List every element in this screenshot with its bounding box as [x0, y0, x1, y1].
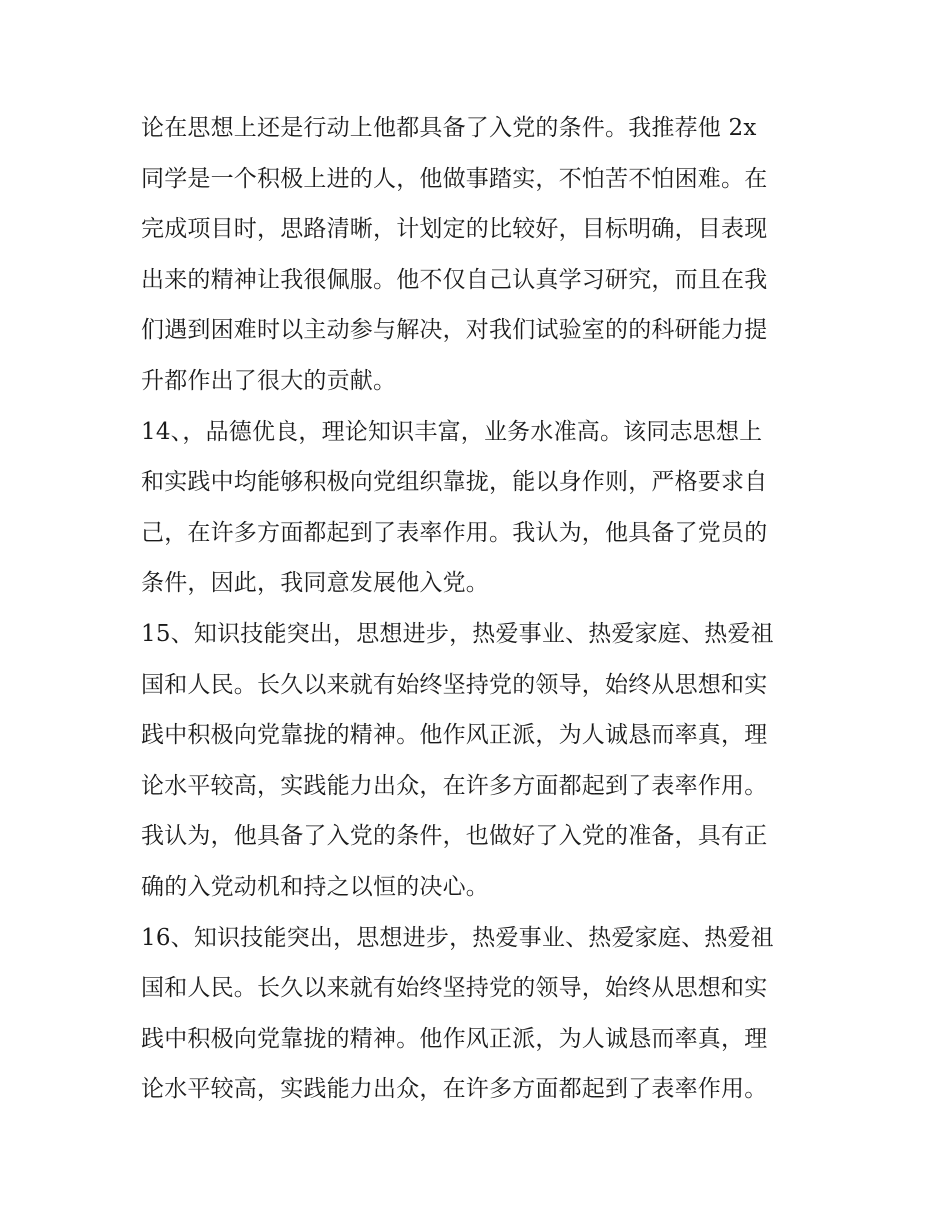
text-line: 论水平较高，实践能力出众，在许多方面都起到了表率作用。 [141, 1076, 768, 1103]
text-line: 践中积极向党靠拢的精神。他作风正派，为人诚恳而率真，理 [141, 722, 768, 749]
paragraph-14-start: 14、，品德优良，理论知识丰富，业务水准高。该同志思想上 [141, 418, 763, 445]
text-line: 论在思想上还是行动上他都具备了入党的条件。我推荐他 2x [141, 115, 757, 141]
text-line: 升都作出了很大的贡献。 [141, 367, 397, 394]
text-line: 条件，因此，我同意发展他入党。 [141, 570, 489, 597]
text-line: 出来的精神让我很佩服。他不仅自己认真学习研究，而且在我 [141, 266, 768, 293]
document-body [141, 103, 821, 1115]
text-line: 确的入党动机和持之以恒的决心。 [141, 873, 489, 900]
text-line: 们遇到困难时以主动参与解决，对我们试验室的的科研能力提 [141, 317, 768, 344]
text-line: 完成项目时，思路清晰，计划定的比较好，目标明确，目表现 [141, 216, 768, 243]
text-line: 论水平较高，实践能力出众，在许多方面都起到了表率作用。 [141, 772, 768, 799]
text-line: 和实践中均能够积极向党组织靠拢，能以身作则，严格要求自 [141, 469, 768, 496]
text-line: 国和人民。长久以来就有始终坚持党的领导，始终从思想和实 [141, 975, 768, 1002]
text-line: 己，在许多方面都起到了表率作用。我认为，他具备了党员的 [141, 519, 768, 546]
text-line: 践中积极向党靠拢的精神。他作风正派，为人诚恳而率真，理 [141, 1025, 768, 1052]
paragraph-15-start: 15、知识技能突出，思想进步，热爱事业、热爱家庭、热爱祖 [141, 620, 774, 647]
text-line: 同学是一个积极上进的人，他做事踏实，不怕苦不怕困难。在 [141, 165, 768, 192]
text-line: 国和人民。长久以来就有始终坚持党的领导，始终从思想和实 [141, 671, 768, 698]
text-line: 我认为，他具备了入党的条件，也做好了入党的准备，具有正 [141, 823, 768, 850]
paragraph-16-start: 16、知识技能突出，思想进步，热爱事业、热爱家庭、热爱祖 [141, 924, 774, 951]
